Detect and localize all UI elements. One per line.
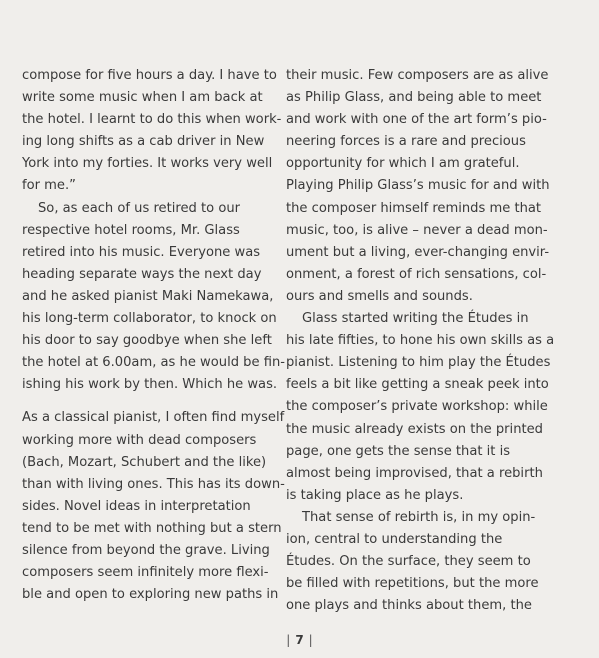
text-line: pianist. Listening to him play the Études	[286, 355, 551, 371]
text-line: than with living ones. This has its down-	[22, 476, 285, 492]
text-line: compose for five hours a day. I have to	[22, 68, 277, 83]
text-line: So, as each of us retired to our	[38, 200, 241, 216]
text-line: Études. On the surface, they seem to	[286, 554, 531, 570]
text-line: his long-term collaborator, to knock on	[22, 311, 277, 327]
text-line: working more with dead composers	[22, 432, 257, 448]
text-line: retired into his music. Everyone was	[22, 244, 261, 260]
text-line: almost being improvised, that a rebirth	[286, 465, 543, 481]
page-folio	[0, 633, 599, 647]
text-line: Playing Philip Glass’s music for and with	[286, 178, 550, 194]
section-gap	[22, 396, 274, 407]
paragraph	[22, 65, 282, 198]
page-number: 7	[295, 633, 304, 647]
text-line: the music already exists on the printed	[286, 421, 543, 437]
text-line: write some music when I am back at	[22, 90, 263, 106]
text-line: ours and smells and sounds.	[286, 288, 473, 304]
text-line: sides. Novel ideas in interpretation	[22, 498, 251, 514]
folio-divider: |	[286, 633, 291, 647]
text-line: That sense of rebirth is, in my opin-	[302, 509, 536, 525]
text-line: ing long shifts as a cab driver in New	[22, 134, 265, 150]
text-line: the hotel at 6.00am, as he would be fin-	[22, 355, 285, 371]
text-line: music, too, is alive – never a dead mon-	[286, 222, 548, 238]
text-line: York into my forties. It works very well	[22, 156, 273, 172]
text-line: (Bach, Mozart, Schubert and the like)	[22, 454, 267, 470]
text-line: heading separate ways the next day	[22, 266, 262, 282]
paragraph	[286, 308, 555, 507]
text-line: his late fifties, to hone his own skills as a	[286, 333, 555, 349]
text-line: silence from beyond the grave. Living	[22, 542, 270, 558]
paragraph	[286, 65, 550, 308]
text-line: ument but a living, ever-changing envir-	[286, 244, 550, 260]
text-line: the composer himself reminds me that	[286, 200, 542, 216]
text-line: and he asked pianist Maki Namekawa,	[22, 288, 274, 304]
text-line: composers seem infinitely more flexi-	[22, 565, 269, 581]
text-line: ion, central to understanding the	[286, 531, 503, 547]
right-column	[286, 65, 555, 617]
text-line: his door to say goodbye when she left	[22, 333, 272, 349]
text-line: ble and open to exploring new paths in	[22, 587, 279, 603]
text-line: is taking place as he plays.	[286, 487, 464, 503]
text-line: feels a bit like getting a sneak peek into	[286, 377, 549, 393]
text-line: As a classical pianist, I often find myself	[22, 410, 285, 426]
text-line: the composer’s private workshop: while	[286, 399, 548, 415]
text-line: Glass started writing the Études in	[302, 311, 529, 327]
text-line: as Philip Glass, and being able to meet	[286, 90, 542, 106]
folio-divider: |	[308, 633, 313, 647]
text-line: the hotel. I learnt to do this when work-	[22, 112, 282, 128]
text-line: onment, a forest of rich sensations, col-	[286, 266, 547, 282]
paragraph	[22, 198, 285, 397]
text-line: opportunity for which I am grateful.	[286, 156, 520, 172]
text-line: neering forces is a rare and precious	[286, 134, 526, 150]
text-line: and work with one of the art form’s pio-	[286, 112, 547, 128]
text-line: tend to be met with nothing but a stern	[22, 520, 282, 536]
text-line: be filled with repetitions, but the more	[286, 576, 539, 592]
text-line: for me.”	[22, 178, 76, 194]
text-line: ishing his work by then. Which he was.	[22, 377, 278, 393]
text-line: one plays and thinks about them, the	[286, 598, 532, 614]
paragraph	[22, 407, 285, 606]
left-column	[22, 65, 285, 606]
paragraph	[286, 507, 538, 617]
text-line: their music. Few composers are as alive	[286, 68, 549, 83]
text-line: respective hotel rooms, Mr. Glass	[22, 222, 240, 238]
text-line: page, one gets the sense that it is	[286, 443, 511, 459]
